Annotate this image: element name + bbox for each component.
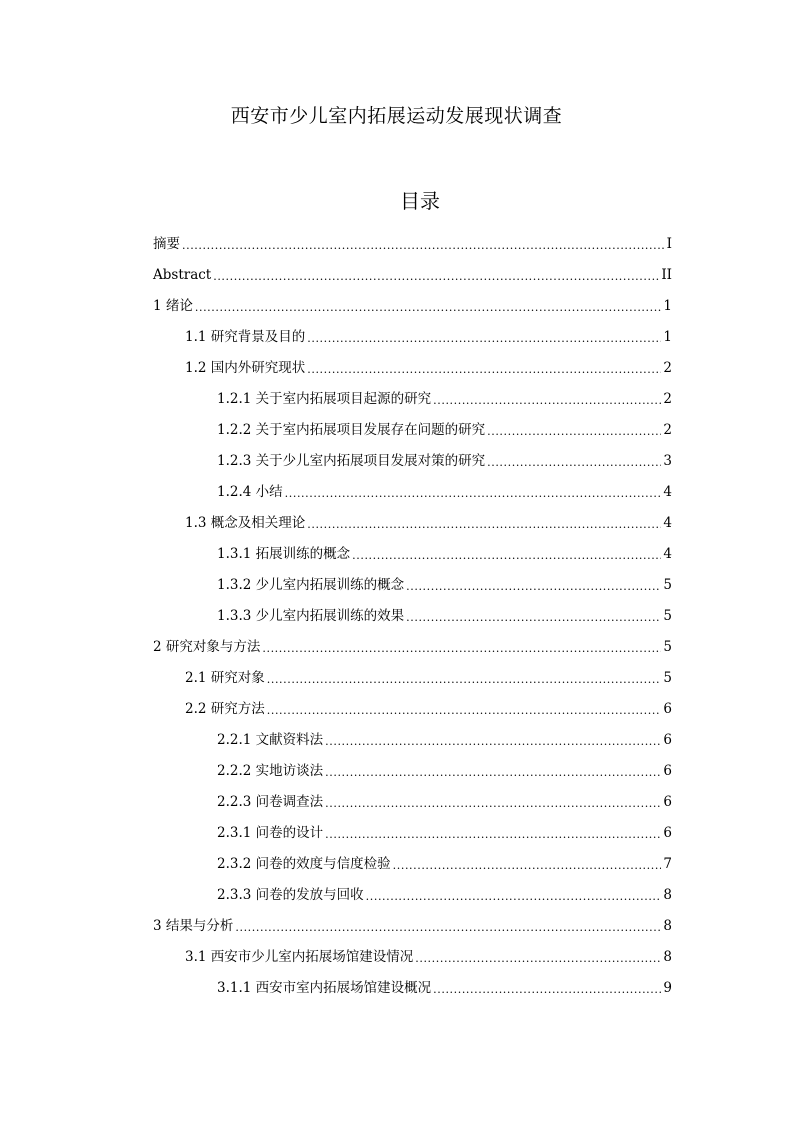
toc-dot-leader xyxy=(307,361,661,379)
toc-entry-page: 6 xyxy=(663,824,672,841)
toc-entry-page: 4 xyxy=(663,545,672,562)
toc-entry-label: 3.1.1 西安市室内拓展场馆建设概况 xyxy=(217,979,432,996)
toc-entry[interactable] xyxy=(0,879,793,910)
toc-entry-label: 3.1 西安市少儿室内拓展场馆建设情况 xyxy=(185,948,414,965)
toc-dot-leader xyxy=(352,547,661,565)
toc-entry[interactable] xyxy=(0,507,793,538)
toc-entry-label: 2.3.1 问卷的设计 xyxy=(217,824,324,841)
document-title: 西安市少儿室内拓展运动发展现状调查 xyxy=(230,105,563,127)
toc-entry-page: 6 xyxy=(663,700,672,717)
toc-entry[interactable] xyxy=(0,693,793,724)
toc-dot-leader xyxy=(406,578,661,596)
toc-entry[interactable] xyxy=(0,786,793,817)
toc-entry[interactable] xyxy=(0,600,793,631)
toc-entry-label: 1.2.3 关于少儿室内拓展项目发展对策的研究 xyxy=(217,452,486,469)
toc-dot-leader xyxy=(406,609,661,627)
toc-entry[interactable] xyxy=(0,817,793,848)
toc-dot-leader xyxy=(366,888,662,906)
toc-entry-page: 7 xyxy=(663,855,672,872)
toc-entry-page: 6 xyxy=(663,762,672,779)
toc-entry-label: 1.3.2 少儿室内拓展训练的概念 xyxy=(217,576,405,593)
toc-entry[interactable] xyxy=(0,352,793,383)
toc-entry[interactable] xyxy=(0,538,793,569)
toc-entry-page: 1 xyxy=(663,297,672,314)
toc-entry-page: 6 xyxy=(663,731,672,748)
toc-dot-leader xyxy=(307,330,661,348)
toc-entry-label: 1.3.3 少儿室内拓展训练的效果 xyxy=(217,607,405,624)
toc-entry-label: 1.3.1 拓展训练的概念 xyxy=(217,545,351,562)
toc-dot-leader xyxy=(267,671,662,689)
toc-entry[interactable] xyxy=(0,414,793,445)
toc-entry[interactable] xyxy=(0,941,793,972)
toc-entry-page: 8 xyxy=(663,948,672,965)
toc-entry-label: Abstract xyxy=(153,266,212,283)
toc-entry-page: 4 xyxy=(663,483,672,500)
toc-dot-leader xyxy=(182,237,665,255)
toc-dot-leader xyxy=(325,826,661,844)
toc-entry[interactable] xyxy=(0,259,793,290)
toc-entry[interactable] xyxy=(0,662,793,693)
toc-entry[interactable] xyxy=(0,910,793,941)
toc-dot-leader xyxy=(393,857,662,875)
toc-entry-page: I xyxy=(666,235,672,252)
toc-dot-leader xyxy=(307,516,661,534)
toc-dot-leader xyxy=(195,299,662,317)
toc-entry-page: 2 xyxy=(663,390,672,407)
toc-entry-label: 1.2.2 关于室内拓展项目发展存在问题的研究 xyxy=(217,421,486,438)
toc-entry-label: 2.2.3 问卷调查法 xyxy=(217,793,324,810)
toc-entry[interactable] xyxy=(0,631,793,662)
toc-entry-page: 2 xyxy=(663,359,672,376)
toc-entry[interactable] xyxy=(0,569,793,600)
toc-entry[interactable] xyxy=(0,383,793,414)
toc-entry-page: 8 xyxy=(663,917,672,934)
toc-entry[interactable] xyxy=(0,228,793,259)
toc-dot-leader xyxy=(487,454,661,472)
toc-entry-page: 5 xyxy=(663,607,672,624)
toc-entry-label: 1.3 概念及相关理论 xyxy=(185,514,306,531)
toc-entry-label: 1.2.1 关于室内拓展项目起源的研究 xyxy=(217,390,432,407)
toc-dot-leader xyxy=(325,795,661,813)
toc-entry-label: 1.2.4 小结 xyxy=(217,483,283,500)
toc-dot-leader xyxy=(267,702,662,720)
toc-dot-leader xyxy=(415,950,661,968)
toc-entry-label: 2.1 研究对象 xyxy=(185,669,265,686)
toc-entry-page: 2 xyxy=(663,421,672,438)
toc-dot-leader xyxy=(235,919,661,937)
toc-entry-page: 4 xyxy=(663,514,672,531)
toc-dot-leader xyxy=(433,981,661,999)
toc-entry-label: 摘要 xyxy=(153,235,180,252)
toc-entry-page: 9 xyxy=(663,979,672,996)
toc-entry-label: 3 结果与分析 xyxy=(153,917,234,934)
toc-entry[interactable] xyxy=(0,290,793,321)
toc-entry-label: 2.2.1 文献资料法 xyxy=(217,731,324,748)
toc-entry-page: 3 xyxy=(663,452,672,469)
toc-dot-leader xyxy=(433,392,661,410)
toc-dot-leader xyxy=(285,485,662,503)
toc-entry-page: 1 xyxy=(663,328,672,345)
toc-entry-label: 2 研究对象与方法 xyxy=(153,638,261,655)
toc-dot-leader xyxy=(487,423,661,441)
toc-entry-label: 1.2 国内外研究现状 xyxy=(185,359,306,376)
toc-dot-leader xyxy=(262,640,661,658)
toc-entry-page: 8 xyxy=(663,886,672,903)
toc-entry-page: 5 xyxy=(663,576,672,593)
toc-entry[interactable] xyxy=(0,755,793,786)
toc-dot-leader xyxy=(325,733,661,751)
toc-entry[interactable] xyxy=(0,321,793,352)
toc-entry-label: 1.1 研究背景及目的 xyxy=(185,328,306,345)
toc-entry-label: 2.3.2 问卷的效度与信度检验 xyxy=(217,855,391,872)
toc-entry-page: 5 xyxy=(663,638,672,655)
toc-dot-leader xyxy=(213,268,659,286)
table-of-contents xyxy=(0,228,793,1003)
toc-entry-page: 5 xyxy=(663,669,672,686)
toc-entry[interactable] xyxy=(0,848,793,879)
toc-entry[interactable] xyxy=(0,724,793,755)
toc-entry-page: 6 xyxy=(663,793,672,810)
toc-entry[interactable] xyxy=(0,972,793,1003)
toc-dot-leader xyxy=(325,764,661,782)
toc-entry-label: 1 绪论 xyxy=(153,297,193,314)
toc-entry[interactable] xyxy=(0,445,793,476)
toc-entry[interactable] xyxy=(0,476,793,507)
toc-entry-label: 2.2.2 实地访谈法 xyxy=(217,762,324,779)
toc-entry-label: 2.2 研究方法 xyxy=(185,700,265,717)
toc-entry-label: 2.3.3 问卷的发放与回收 xyxy=(217,886,364,903)
toc-entry-page: II xyxy=(661,266,672,283)
toc-heading: 目录 xyxy=(400,189,440,213)
